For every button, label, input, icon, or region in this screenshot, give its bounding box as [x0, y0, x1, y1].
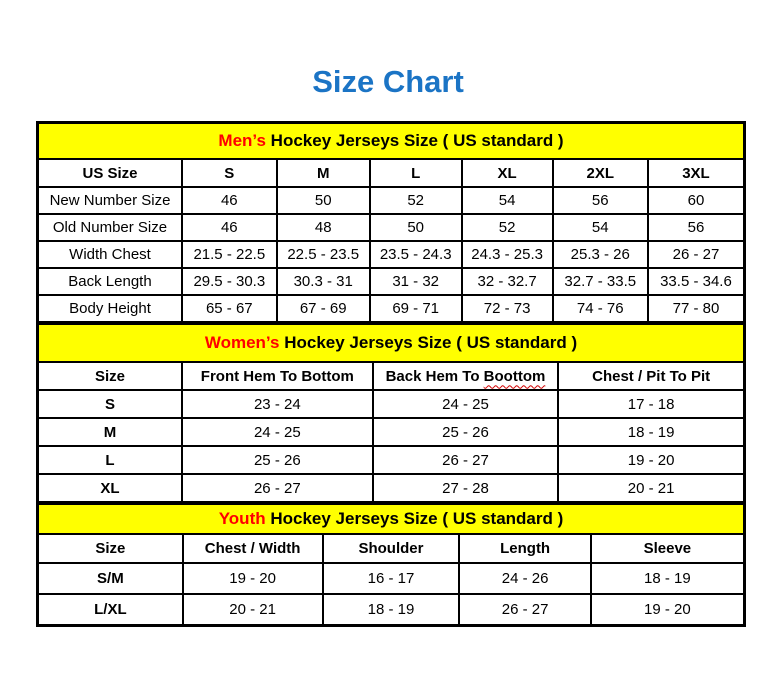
value-cell: 67 - 69 — [277, 295, 370, 322]
table-row — [38, 268, 744, 295]
value-cell: 52 — [370, 187, 462, 214]
table-row — [38, 390, 744, 418]
youth-band-rest: Hockey Jerseys Size ( US standard ) — [265, 509, 564, 528]
womens-band-accent: Women’s — [204, 333, 280, 352]
header-cell: S — [182, 159, 277, 187]
womens-header-row — [38, 362, 744, 390]
row-label-cell: L — [38, 446, 182, 474]
value-cell: 30.3 - 31 — [277, 268, 370, 295]
value-cell: 32.7 - 33.5 — [553, 268, 648, 295]
value-cell: 46 — [182, 214, 277, 241]
mens-band-row — [38, 123, 744, 159]
row-label-cell: S/M — [38, 563, 183, 594]
value-cell: 20 - 21 — [183, 594, 323, 625]
value-cell: 27 - 28 — [373, 474, 559, 502]
value-cell: 72 - 73 — [462, 295, 553, 322]
header-cell: Chest / Pit To Pit — [558, 362, 744, 390]
value-cell: 26 - 27 — [182, 474, 373, 502]
header-cell: L — [370, 159, 462, 187]
header-cell: Size — [38, 534, 183, 563]
value-cell: 18 - 19 — [323, 594, 460, 625]
value-cell: 56 — [553, 187, 648, 214]
header-cell: Sleeve — [591, 534, 744, 563]
value-cell: 29.5 - 30.3 — [182, 268, 277, 295]
header-cell: 3XL — [648, 159, 744, 187]
header-cell: Size — [38, 362, 182, 390]
value-cell: 50 — [370, 214, 462, 241]
table-row — [38, 474, 744, 502]
value-cell: 23.5 - 24.3 — [370, 241, 462, 268]
table-row — [38, 187, 744, 214]
mens-band-accent: Men’s — [218, 131, 266, 150]
value-cell: 65 - 67 — [182, 295, 277, 322]
value-cell: 23 - 24 — [182, 390, 373, 418]
value-cell: 22.5 - 23.5 — [277, 241, 370, 268]
mens-size-table — [37, 122, 745, 323]
mens-header-row — [38, 159, 744, 187]
youth-header-row — [38, 534, 744, 563]
value-cell: 52 — [462, 214, 553, 241]
value-cell: 24 - 26 — [459, 563, 590, 594]
value-cell: 54 — [553, 214, 648, 241]
row-label-cell: M — [38, 418, 182, 446]
value-cell: 18 - 19 — [558, 418, 744, 446]
value-cell: 77 - 80 — [648, 295, 744, 322]
value-cell: 60 — [648, 187, 744, 214]
header-cell: M — [277, 159, 370, 187]
youth-band-accent: Youth — [218, 509, 266, 528]
youth-size-table — [37, 503, 745, 626]
value-cell: 21.5 - 22.5 — [182, 241, 277, 268]
row-label-cell: S — [38, 390, 182, 418]
value-cell: 33.5 - 34.6 — [648, 268, 744, 295]
value-cell: 48 — [277, 214, 370, 241]
value-cell: 25.3 - 26 — [553, 241, 648, 268]
table-row — [38, 241, 744, 268]
table-row — [38, 446, 744, 474]
value-cell: 54 — [462, 187, 553, 214]
womens-band-rest: Hockey Jerseys Size ( US standard ) — [279, 333, 578, 352]
row-label-cell: Body Height — [38, 295, 182, 322]
header-cell: Shoulder — [323, 534, 460, 563]
value-cell: 26 - 27 — [459, 594, 590, 625]
womens-band-title — [38, 324, 744, 362]
value-cell: 26 - 27 — [648, 241, 744, 268]
value-cell: 74 - 76 — [553, 295, 648, 322]
row-label-cell: New Number Size — [38, 187, 182, 214]
value-cell: 25 - 26 — [182, 446, 373, 474]
header-cell: US Size — [38, 159, 182, 187]
value-cell: 19 - 20 — [558, 446, 744, 474]
value-cell: 32 - 32.7 — [462, 268, 553, 295]
table-row — [38, 295, 744, 322]
womens-size-table — [37, 323, 745, 503]
misspelled-word: Boottom — [483, 367, 546, 385]
mens-band-title — [38, 123, 744, 159]
row-label-cell: Old Number Size — [38, 214, 182, 241]
header-cell — [373, 362, 559, 390]
table-row — [38, 418, 744, 446]
row-label-cell: Back Length — [38, 268, 182, 295]
value-cell: 46 — [182, 187, 277, 214]
row-label-cell: Width Chest — [38, 241, 182, 268]
value-cell: 25 - 26 — [373, 418, 559, 446]
mens-band-rest: Hockey Jerseys Size ( US standard ) — [265, 131, 564, 150]
value-cell: 18 - 19 — [591, 563, 744, 594]
value-cell: 31 - 32 — [370, 268, 462, 295]
header-cell: XL — [462, 159, 553, 187]
value-cell: 19 - 20 — [591, 594, 744, 625]
youth-band-title — [38, 504, 744, 534]
value-cell: 16 - 17 — [323, 563, 460, 594]
value-cell: 56 — [648, 214, 744, 241]
header-cell: Length — [459, 534, 590, 563]
value-cell: 20 - 21 — [558, 474, 744, 502]
value-cell: 26 - 27 — [373, 446, 559, 474]
header-text: Back Hem To — [385, 367, 484, 385]
table-row — [38, 563, 744, 594]
youth-band-row — [38, 504, 744, 534]
value-cell: 50 — [277, 187, 370, 214]
row-label-cell: L/XL — [38, 594, 183, 625]
header-cell: 2XL — [553, 159, 648, 187]
value-cell: 24 - 25 — [373, 390, 559, 418]
header-cell: Chest / Width — [183, 534, 323, 563]
row-label-cell: XL — [38, 474, 182, 502]
value-cell: 69 - 71 — [370, 295, 462, 322]
womens-band-row — [38, 324, 744, 362]
value-cell: 17 - 18 — [558, 390, 744, 418]
value-cell: 19 - 20 — [183, 563, 323, 594]
value-cell: 24 - 25 — [182, 418, 373, 446]
page-title: Size Chart — [312, 64, 464, 99]
header-cell: Front Hem To Bottom — [182, 362, 373, 390]
table-row — [38, 594, 744, 625]
value-cell: 24.3 - 25.3 — [462, 241, 553, 268]
table-row — [38, 214, 744, 241]
size-chart-tables — [36, 121, 746, 627]
